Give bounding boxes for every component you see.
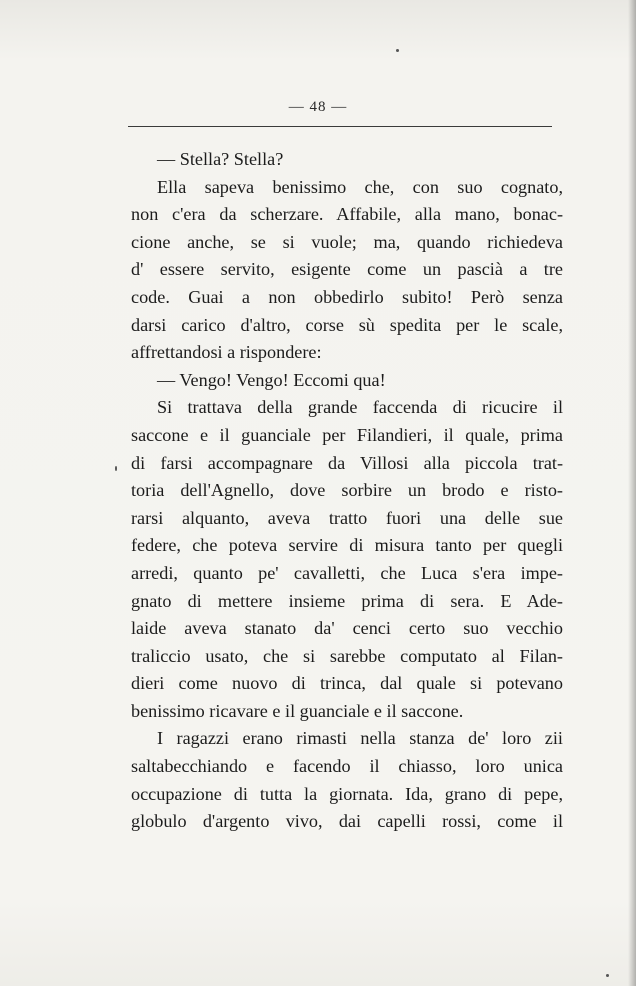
text-line: Ella sapeva benissimo che, con suo cognato, (157, 176, 563, 197)
paper-speck (115, 466, 117, 471)
body-text (131, 146, 563, 836)
text-line: dieri come nuovo di trinca, dal quale si potevano (131, 673, 563, 694)
text-line: laide aveva stanato da' cenci certo suo vecchio (131, 618, 563, 639)
text-line: saccone e il guanciale per Filandieri, il quale, prima (131, 424, 563, 445)
text-line: cione anche, se si vuole; ma, quando richiedeva (131, 231, 563, 252)
text-line: d' essere servito, esigente come un pascià a tre (131, 259, 563, 280)
text-line: gnato di mettere insieme prima di sera. E Ade- (131, 590, 563, 611)
text-line: saltabecchiando e facendo il chiasso, loro unica (131, 756, 563, 777)
paper-speck (606, 974, 609, 977)
paper-speck (396, 49, 399, 52)
page-edge-shadow (628, 0, 636, 986)
text-line: benissimo ricavare e il guanciale e il saccone. (131, 700, 464, 721)
text-line: — Vengo! Vengo! Eccomi qua! (157, 369, 386, 390)
text-line: I ragazzi erano rimasti nella stanza de' loro zii (157, 728, 563, 749)
text-line: Si trattava della grande faccenda di ricucire il (157, 397, 563, 418)
text-line: code. Guai a non obbedirlo subito! Però senza (131, 286, 563, 307)
text-line: traliccio usato, che si sarebbe computato al Filan- (131, 645, 563, 666)
page-number: — 48 — (288, 99, 348, 115)
text-line: globulo d'argento vivo, dai capelli rossi, come il (131, 811, 563, 832)
text-line: — Stella? Stella? (157, 149, 284, 169)
header-rule (128, 126, 552, 127)
text-line: non c'era da scherzare. Affabile, alla mano, bonac- (131, 204, 563, 225)
text-line: darsi carico d'altro, corse sù spedita per le scale, (131, 314, 563, 335)
text-line: toria dell'Agnello, dove sorbire un brodo e risto- (131, 480, 563, 501)
text-line: affrettandosi a rispondere: (131, 342, 322, 363)
text-line: federe, che poteva servire di misura tanto per quegli (131, 535, 563, 556)
text-line: arredi, quanto pe' cavalletti, che Luca s'era impe- (131, 562, 563, 583)
text-line: di farsi accompagnare da Villosi alla piccola trat- (131, 452, 563, 473)
text-line: rarsi alquanto, aveva tratto fuori una delle sue (131, 507, 563, 528)
text-line: occupazione di tutta la giornata. Ida, grano di pepe, (131, 783, 563, 804)
